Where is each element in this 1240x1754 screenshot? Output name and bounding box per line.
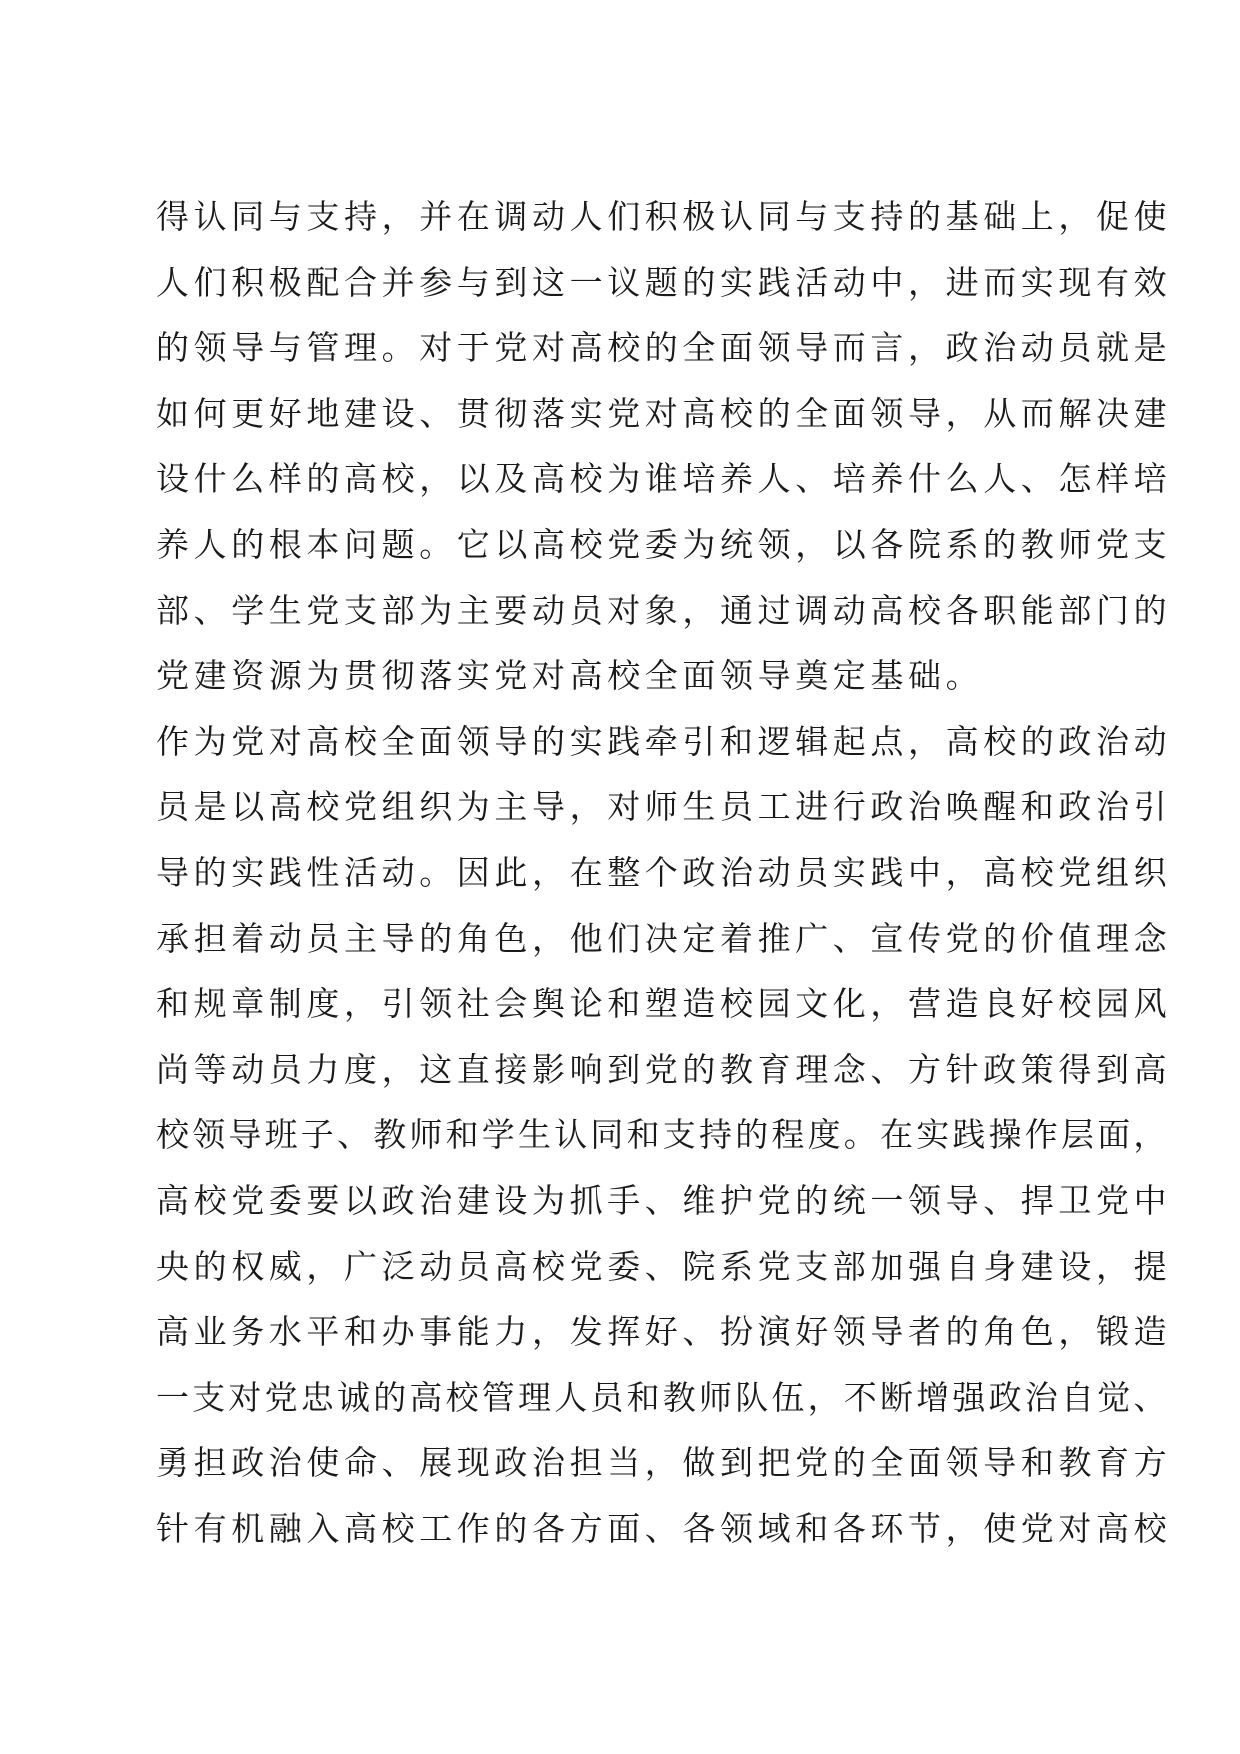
text-line: 一支对党忠诚的高校管理人员和教师队伍，不断增强政治自觉、 — [156, 1377, 1170, 1417]
text-line: 和规章制度，引领社会舆论和塑造校园文化，营造良好校园风 — [156, 984, 1172, 1024]
text-line: 作为党对高校全面领导的实践牵引和逻辑起点，高校的政治动 — [156, 721, 1172, 761]
text-line: 高校党委要以政治建设为抓手、维护党的统一领导、捍卫党中 — [156, 1180, 1172, 1220]
text-line: 高业务水平和办事能力，发挥好、扮演好领导者的角色，锻造 — [156, 1312, 1172, 1352]
text-line: 央的权威，广泛动员高校党委、院系党支部加强自身建设，提 — [156, 1246, 1172, 1286]
text-line: 承担着动员主导的角色，他们决定着推广、宣传党的价值理念 — [156, 918, 1172, 958]
text-line: 尚等动员力度，这直接影响到党的教育理念、方针政策得到高 — [156, 1049, 1172, 1089]
text-line: 如何更好地建设、贯彻落实党对高校的全面领导，从而解决建 — [156, 393, 1172, 433]
body-text — [156, 184, 1172, 1561]
text-line: 校领导班子、教师和学生认同和支持的程度。在实践操作层面， — [156, 1115, 1170, 1155]
text-line: 人们积极配合并参与到这一议题的实践活动中，进而实现有效 — [156, 262, 1172, 302]
text-line: 针有机融入高校工作的各方面、各领域和各环节，使党对高校 — [156, 1508, 1172, 1548]
text-line: 党建资源为贯彻落实党对高校全面领导奠定基础。 — [156, 656, 984, 696]
text-line: 养人的根本问题。它以高校党委为统领，以各院系的教师党支 — [156, 524, 1172, 564]
text-line: 员是以高校党组织为主导，对师生员工进行政治唤醒和政治引 — [156, 787, 1172, 827]
text-line: 勇担政治使命、展现政治担当，做到把党的全面领导和教育方 — [156, 1443, 1172, 1483]
text-line: 部、学生党支部为主要动员对象，通过调动高校各职能部门的 — [156, 590, 1172, 630]
text-line: 的领导与管理。对于党对高校的全面领导而言，政治动员就是 — [156, 328, 1172, 368]
text-line: 导的实践性活动。因此，在整个政治动员实践中，高校党组织 — [156, 852, 1172, 892]
text-line: 得认同与支持，并在调动人们积极认同与支持的基础上，促使 — [156, 197, 1172, 236]
text-line: 设什么样的高校，以及高校为谁培养人、培养什么人、怎样培 — [156, 459, 1172, 499]
